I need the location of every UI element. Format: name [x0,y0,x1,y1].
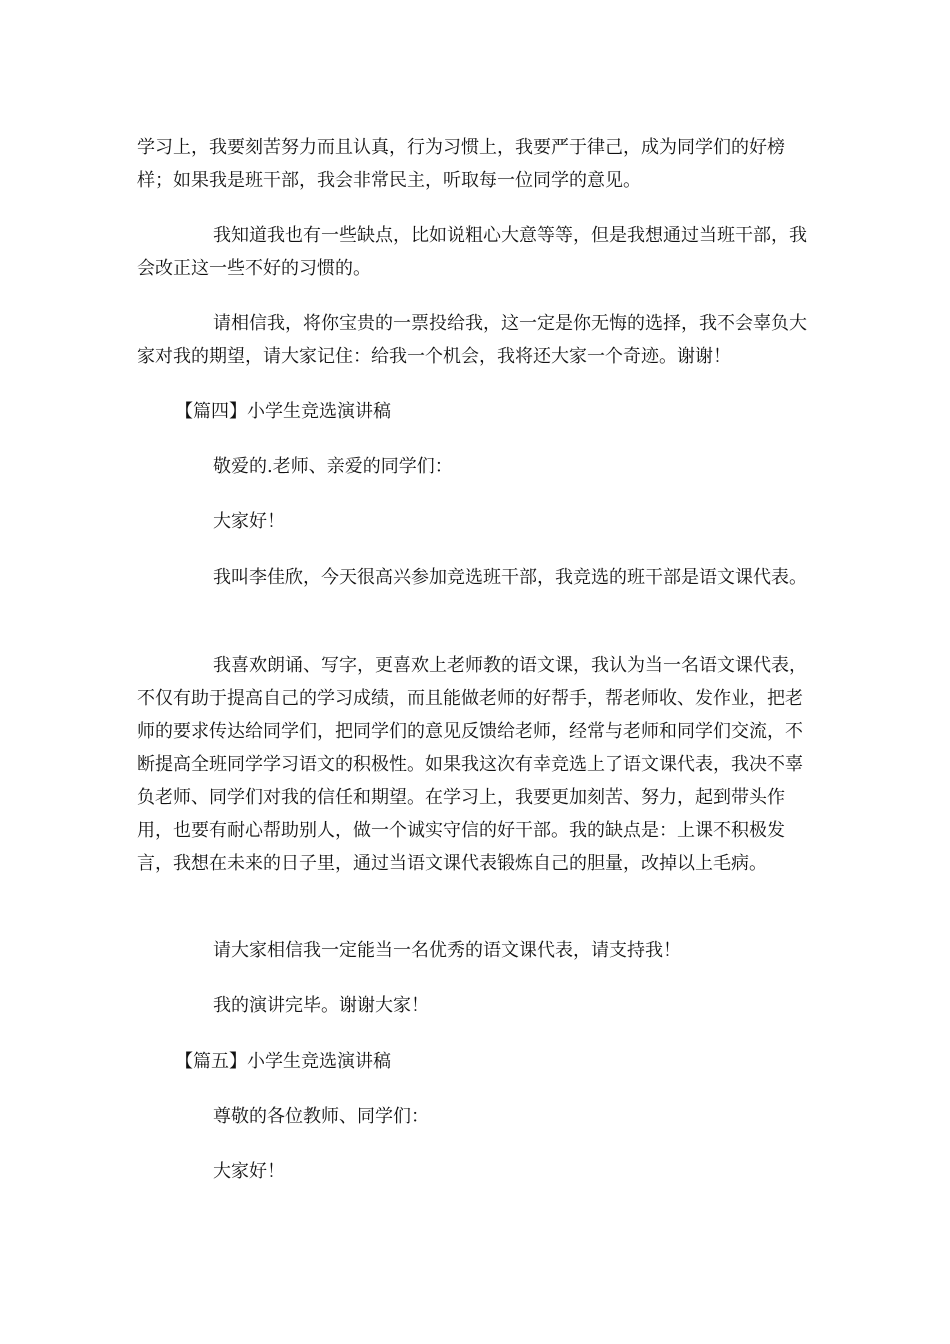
paragraph-self-intro: 我叫李佳欣，今天很高兴参加竞选班干部，我竞选的班干部是语文课代表。 [213,567,807,588]
section-heading-part-five: 【篇五】小学生竞选演讲稿 [175,1051,391,1072]
paragraph-shortcomings: 我知道我也有一些缺点，比如说粗心大意等等，但是我想通过当班干部，我会改正这一些不好的习惯的。 [137,225,807,279]
greeting-part-five: 大家好！ [213,1161,285,1182]
greeting-part-four: 大家好！ [213,511,285,532]
salutation-part-four: 敬爱的.老师、亲爱的同学们： [213,456,453,477]
paragraph-study-habits: 学习上，我要刻苦努力而且认真，行为习惯上，我要严于律己，成为同学们的好榜样；如果我是班干部，我会非常民主，听取每一位同学的意见。 [137,137,785,191]
paragraph-support-request: 请大家相信我一定能当一名优秀的语文课代表，请支持我！ [213,940,681,961]
salutation-part-five: 尊敬的各位教师、同学们： [213,1106,429,1127]
paragraph-main-body: 我喜欢朗诵、写字，更喜欢上老师教的语文课，我认为当一名语文课代表，不仅有助于提高自己的学习成绩，而且能做老师的好帮手，帮老师收、发作业，把老师的要求传达给同学们，把同学们的意见反馈给老师，经常与老师和同学们交流，不断提高全班同学学习语文的积极性。如果我这次有幸竞选上了语文课代表，我决不辜负老师、同学们对我的信任和期望。在学习上，我要更加刻苦、努力，起到带头作用，也要有耐心帮助别人，做一个诚实守信的好干部。我的缺点是：上课不积极发言，我想在未来的日子里，通过当语文课代表锻炼自己的胆量，改掉以上毛病。 [137,655,807,874]
paragraph-closing: 我的演讲完毕。谢谢大家！ [213,995,429,1016]
paragraph-vote-request: 请相信我，将你宝贵的一票投给我，这一定是你无悔的选择，我不会辜负大家对我的期望，请大家记住：给我一个机会，我将还大家一个奇迹。谢谢！ [137,313,807,367]
section-heading-part-four: 【篇四】小学生竞选演讲稿 [175,401,391,422]
